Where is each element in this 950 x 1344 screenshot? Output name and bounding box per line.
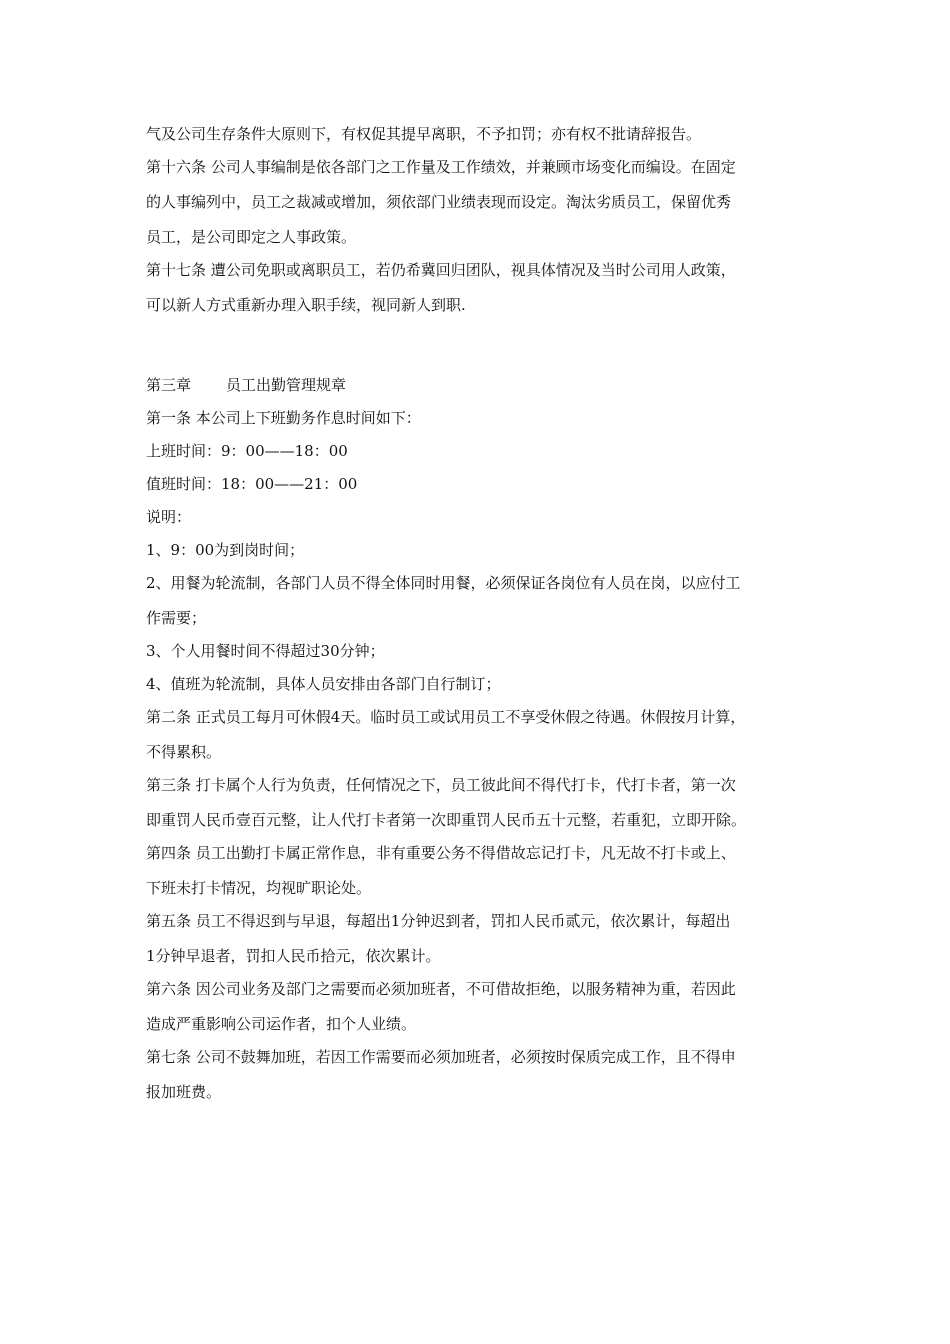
chapter-title: 员工出勤管理规章 xyxy=(226,376,347,394)
note-1-line: 1、9：00为到岗时间； xyxy=(146,541,305,559)
work-hours-line: 上班时间：9：00——18：00 xyxy=(146,442,348,460)
duty-hours-line: 值班时间：18：00——21：00 xyxy=(146,475,358,493)
note-4-line: 4、值班为轮流制，具体人员安排由各部门自行制订； xyxy=(146,675,501,693)
chapter-heading xyxy=(146,375,816,395)
note-2-line-2: 作需要； xyxy=(146,609,207,627)
article-2-line-1: 第二条 正式员工每月可休假4天。临时员工或试用员工不享受休假之待遇。休假按月计算， xyxy=(146,708,746,726)
article-5-line-1: 第五条 员工不得迟到与早退，每超出1分钟迟到者，罚扣人民币贰元，依次累计，每超出 xyxy=(146,912,731,930)
article-16-line-2: 的人事编列中，员工之裁减或增加，须依部门业绩表现而设定。淘汰劣质员工，保留优秀 xyxy=(146,193,732,211)
document-body xyxy=(146,124,816,1102)
article-16-line-3: 员工，是公司即定之人事政策。 xyxy=(146,228,357,246)
note-3-line: 3、个人用餐时间不得超过30分钟； xyxy=(146,642,385,660)
article-3-line-1: 第三条 打卡属个人行为负责，任何情况之下，员工彼此间不得代打卡，代打卡者，第一次 xyxy=(146,776,736,794)
article-5-line-2: 1分钟早退者，罚扣人民币拾元，依次累计。 xyxy=(146,947,441,965)
article-7-line-2: 报加班费。 xyxy=(146,1083,222,1101)
chapter-number: 第三章 xyxy=(146,376,192,394)
article-4-line-1: 第四条 员工出勤打卡属正常作息，非有重要公务不得借故忘记打卡，凡无故不打卡或上、 xyxy=(146,844,736,862)
note-2-line-1: 2、用餐为轮流制，各部门人员不得全体同时用餐，必须保证各岗位有人员在岗，以应付工 xyxy=(146,574,741,592)
article-17-line-2: 可以新人方式重新办理入职手续，视同新人到职. xyxy=(146,296,466,314)
article-1-line: 第一条 本公司上下班勤务作息时间如下： xyxy=(146,409,421,427)
article-6-line-1: 第六条 因公司业务及部门之需要而必须加班者，不可借故拒绝，以服务精神为重，若因此 xyxy=(146,980,736,998)
article-7-line-1: 第七条 公司不鼓舞加班，若因工作需要而必须加班者，必须按时保质完成工作，且不得申 xyxy=(146,1048,736,1066)
article-3-line-2: 即重罚人民币壹百元整，让人代打卡者第一次即重罚人民币五十元整，若重犯，立即开除。 xyxy=(146,811,747,829)
article-2-line-2: 不得累积。 xyxy=(146,743,222,761)
article-17-line-1: 第十七条 遭公司免职或离职员工，若仍希冀回归团队，视具体情况及当时公司用人政策， xyxy=(146,261,736,279)
article-16-line-1: 第十六条 公司人事编制是依各部门之工作量及工作绩效，并兼顾市场变化而编设。在固定 xyxy=(146,158,736,176)
article-4-line-2: 下班未打卡情况，均视旷职论处。 xyxy=(146,879,372,897)
article-6-line-2: 造成严重影响公司运作者，扣个人业绩。 xyxy=(146,1015,417,1033)
text-line: 气及公司生存条件大原则下，有权促其提早离职，不予扣罚；亦有权不批请辞报告。 xyxy=(146,125,702,143)
notes-label: 说明： xyxy=(146,508,192,526)
